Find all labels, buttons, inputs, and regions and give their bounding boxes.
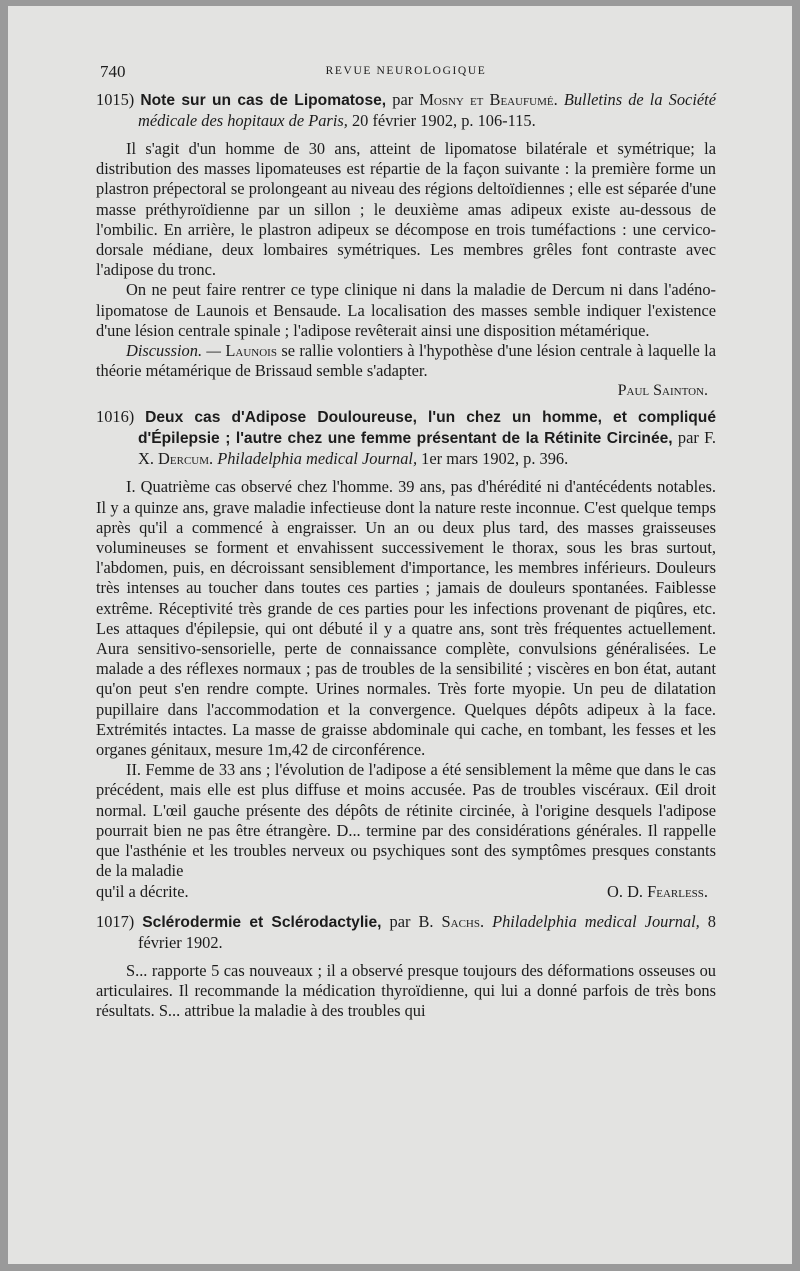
signature: O. D. Fearless. (607, 881, 708, 901)
article-by: par (392, 90, 414, 109)
paragraph: Il s'agit d'un homme de 30 ans, atteint de lipomatose bilatérale et symétrique; la distribution des masses lipomateuses est répartie de la façon suivante : la première forme un plastron prépectoral se prolongeant au niveau des régions deltoïdiennes ; elle est séparée d'une masse préthyroïdienne par un sillon ; le deuxième amas adipeux existe au-dessous de l'ombilic. En arrière, le plastron adipeux se décompose en trois tuméfactions : une cervico-dorsale médiane, deux lombaires symétriques. Les membres grêles font contraste avec l'adipose du tronc. (96, 139, 716, 280)
page-number: 740 (100, 62, 126, 81)
closing-line (96, 882, 716, 902)
running-title: REVUE NEUROLOGIQUE (325, 65, 487, 77)
article-heading (96, 912, 716, 953)
article-date: 20 février 1902, p. 106-115. (351, 111, 536, 130)
paragraph: On ne peut faire rentrer ce type clinique ni dans la maladie de Dercum ni dans l'adéno-lipomatose de Launois et Bensaude. La localisation des masses semble indiquer l'existence d'une lésion centrale spinale ; l'adipose revêterait ainsi une disposition métamérique. (96, 280, 716, 340)
article-number: 1016) (96, 407, 135, 427)
discussion-label: Discussion. — (126, 341, 221, 361)
article-1017 (96, 912, 716, 1022)
page-header (96, 62, 716, 84)
paragraph: S... rapporte 5 cas nouveaux ; il a observé presque toujours des déformations osseuses ou articulaires. Il recommande la médication thyroïdienne, qui lui a donné parfois de très bons résultats. S... attribue la maladie à des troubles qui (96, 960, 716, 1021)
closing-text: qu'il a décrite. (96, 881, 189, 901)
article-number: 1017) (96, 911, 135, 931)
article-source: Bulletins de la Société médicale des hopitaux de Paris, (138, 90, 716, 130)
article-number: 1015) (96, 90, 135, 109)
paragraph: I. Quatrième cas observé chez l'homme. 39 ans, pas d'hérédité ni d'antécédents notables. Il y a quinze ans, grave maladie infectieuse dont la nature reste inconnue. C'est quelque temps après qu'il a commencé à engraisser. Un an ou deux plus tard, des masses graisseuses volumineuses se forment et envahissent successivement le thorax, sous les bras surtout, l'abdomen, puis, en décroissant sensiblement d'importance, les membres inférieurs. Douleurs très intenses au toucher dans toutes ces parties ; jamais de douleurs spontanées. Faiblesse extrême. Réceptivité très grande de ces parties pour les infections provenant de piqûres, etc. Les attaques d'épilepsie, qui ont débuté il y a quatre ans, sont très fréquentes actuellement. Aura sensitivo-sensorielle, perte de connaissance complète, convulsions généralisées. Le malade a des réflexes normaux ; pas de troubles de la sensibilité ; viscères en bon état, autant qu'on peut s'en rendre compte. Urines normales. Très forte myopie. Un peu de dilatation pupillaire dans l'accommodation et la convergence. Quelques dépôts adipeux à la face. Extrémités intactes. La masse de graisse abdominale qui cache, en tombant, les fesses et les organes génitaux, mesure 1m,42 de circonférence. (96, 477, 716, 760)
article-date: 8 février 1902. (138, 911, 716, 952)
article-title: Sclérodermie et Sclérodactylie, (142, 913, 382, 931)
article-authors: Dercum. (158, 449, 214, 469)
article-by: par B. (389, 911, 434, 931)
signature: Paul Sainton. (617, 382, 708, 400)
article-authors: Sachs. (441, 911, 485, 931)
article-date: 1er mars 1902, p. 396. (421, 449, 569, 469)
article-source: Philadelphia medical Journal, (217, 449, 418, 469)
article-1015 (96, 90, 716, 401)
article-title: Deux cas d'Adipose Douloureuse, l'un chez un homme, et compliqué d'Épilepsie ; l'autre chez une femme présentant de la Rétinite Circinée, (138, 409, 716, 448)
article-heading (96, 90, 716, 131)
discussion-paragraph (96, 341, 716, 381)
article-authors: Mosny et Beaufumé. (419, 90, 558, 109)
article-title: Note sur un cas de Lipomatose, (140, 92, 387, 109)
article-by: par F. X. (138, 428, 716, 469)
discussion-text: se rallie volontiers à l'hypothèse d'une lésion centrale à laquelle la théorie métamérique de Brissaud semble s'adapter. (96, 341, 716, 381)
paragraph: II. Femme de 33 ans ; l'évolution de l'adipose a été sensiblement la même que dans le cas précédent, mais elle est plus diffuse et moins accusée. Pas de troubles viscéraux. Œil droit normal. L'œil gauche présente des dépôts de rétinite circinée, à l'origine desquels l'adipose pourrait bien ne pas être étrangère. D... termine par des considérations générales. Il rappelle que l'asthénie et les troubles nerveux ou psychiques sont des symptômes presques constants de la maladie (96, 760, 716, 881)
article-heading (96, 407, 716, 469)
text-column (96, 62, 716, 1021)
discussion-name: Launois (225, 341, 277, 361)
article-1016 (96, 407, 716, 901)
article-source: Philadelphia medical Journal, (492, 911, 700, 931)
journal-page (8, 6, 792, 1264)
